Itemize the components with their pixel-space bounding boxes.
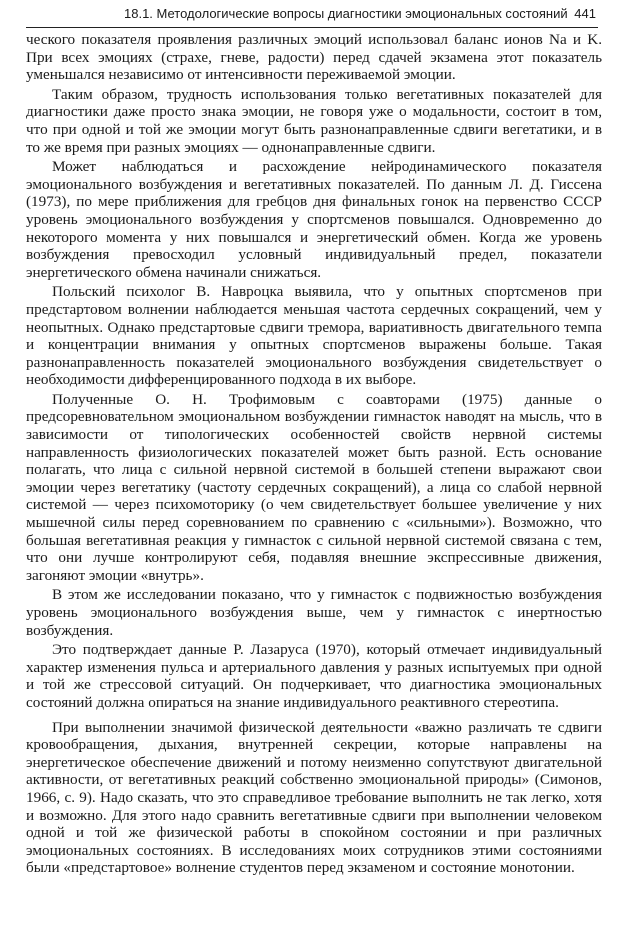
running-title: 18.1. Методологические вопросы диагностики эмоциональных состояний	[124, 6, 568, 21]
paragraph: Может наблюдаться и расхождение нейродинамического показателя эмоционального возбуждения и вегетативных показателей. По данным Л. Д. Гиссена (1973), по мере приближения для гребцов дня финальных гонок на первенство СССР уровень эмоционального возбуждения у спортсменов повышался. Одновременно до некоторого момента у них повышался и энергетический обмен. Когда же уровень возбуждения превосходил условный индивидуальный предел, показатели энергетического обмена начинали снижаться.	[26, 158, 602, 281]
paragraph: Это подтверждает данные Р. Лазаруса (1970), который отмечает индивидуальный характер изменения пульса и артериального давления у разных испытуемых при одной и той же стрессовой ситуаций. Он подчеркивает, что диагностика эмоциональных состояний должна опираться на знание индивидуального реактивного стереотипа.	[26, 641, 602, 711]
paragraph: Польский психолог В. Навроцка выявила, что у опытных спортсменов при предстартовом волнении наблюдается меньшая частота сердечных сокращений, чем у неопытных. Однако предстартовые сдвиги тремора, вариативность двигательного темпа и концентрации внимания у опытных спортсменов выражены больше. Такая разнонаправленность показателей эмоционального возбуждения свидетельствует о необходимости дифференцированного подхода в их выборе.	[26, 283, 602, 389]
paragraph: В этом же исследовании показано, что у гимнасток с подвижностью возбуждения уровень эмоционального возбуждения выше, чем у гимнасток с инертностью возбуждения.	[26, 586, 602, 639]
paragraph: Таким образом, трудность использования только вегетативных показателей для диагностики даже просто знака эмоции, не говоря уже о модальности, состоит в том, что при одной и той же эмоции могут быть разнонаправленные сдвиги вегетатики, и в то же время при разных эмоциях — однонаправленные сдвиги.	[26, 85, 602, 156]
running-header	[26, 3, 598, 28]
page-number: 441	[574, 6, 596, 21]
paragraph: При выполнении значимой физической деятельности «важно различать те сдвиги кровообращения, дыхания, внутренней секреции, которые направлены на энергетическое обеспечение движений и потому неизменно сопутствуют двигательной активности, от вегетативных реакций собственно эмоциональной природы» (Симонов, 1966, с. 9). Надо сказать, что это справедливое требование выполнить не так легко, хотя и возможно. Для этого надо сравнить вегетативные сдвиги при выполнении человеком одной и той же физической работы в спокойном состоянии и при различных эмоциональных состояниях. В исследованиях моих сотрудников этими состояниями были «предстартовое» волнение студентов перед экзаменом и состояние монотонии.	[26, 718, 602, 877]
paragraph: Полученные О. Н. Трофимовым с соавторами (1975) данные о предсоревновательном эмоциональном возбуждении гимнасток наводят на мысль, что в зависимости от типологических особенностей свойств нервной системы направленность физиологических показателей может быть разной. Есть основание полагать, что лица с сильной нервной системой в большей степени выражают свои эмоции через вегетатику (частоту сердечных сокращений), а лица со слабой нервной системой — через психомоторику (о чем свидетельствует большее увеличение у них мышечной силы перед соревнованием по сравнению с «сильными»). Возможно, что большая вегетативная реакция у гимнасток с сильной нервной системой связана с тем, что они лучше контролируют себя, подавляя внешние экспрессивные движения, загоняют эмоции «внутрь».	[26, 390, 602, 584]
paragraph: ческого показателя проявления различных эмоций использовал баланс ионов Na и K. При всех эмоциях (страхе, гневе, радости) перед сдачей экзамена этот показатель уменьшался независимо от интенсивности переживаемой эмоции.	[26, 31, 602, 84]
body-text	[26, 31, 602, 879]
